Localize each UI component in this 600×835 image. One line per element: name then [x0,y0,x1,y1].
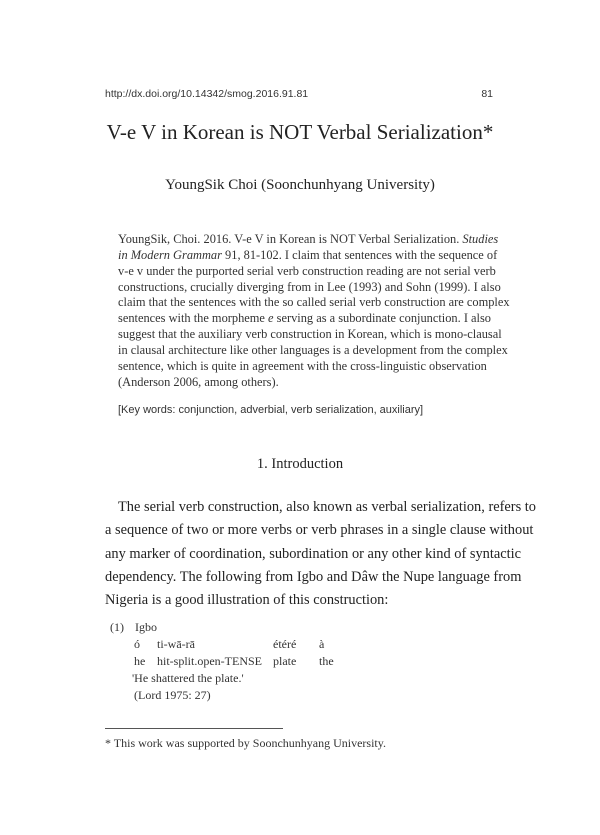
body-line: dependency. The following from Igbo and Dâw the Nupe language from [105,568,522,585]
body-line: any marker of coordination, subordination or any other kind of syntactic [105,545,522,562]
body-line: a sequence of two or more verbs or verb phrases in a single clause without [105,522,534,539]
body-line: The serial verb construction, also known as verbal serialization, refers to [118,499,536,515]
example-language: Igbo [135,620,157,634]
abstract-line: suggest that the auxiliary verb construction in Korean, which is mono-clausal [118,327,502,342]
abstract-line: claim that the sentences with the so called serial verb construction are complex [118,295,510,310]
section-heading: 1. Introduction [256,456,344,472]
abstract-line: constructions, crucially diverging from in Lee (1993) and Sohn (1999). I also [118,279,501,294]
gloss-word: hit-split.open-TENSE [157,654,262,668]
abstract-line: YoungSik, Choi. 2016. V-e V in Korean is NOT Verbal Serialization. Studies [118,232,499,246]
abstract-line: in clausal architecture like other languages is a development from the complex [118,342,508,357]
footnote: * This work was supported by Soonchunhyang University. [105,736,386,750]
abstract [118,232,510,390]
gloss-word: à [319,637,325,651]
doi-link[interactable]: http://dx.doi.org/10.14342/smog.2016.91.81 [105,88,309,100]
gloss-word: plate [273,654,297,668]
gloss-word: he [134,654,146,668]
gloss-word: ó [134,637,140,651]
section-body [105,496,536,612]
abstract-line: (Anderson 2006, among others). [118,374,279,389]
gloss-word: the [319,654,334,668]
abstract-line: sentence, which is quite in agreement with the cross-linguistic observation [118,358,487,373]
abstract-line: sentences with the morpheme e serving as a subordinate conjunction. I also [118,311,492,326]
abstract-line: v-e v under the purported serial verb construction reading are not serial verb [118,263,496,278]
body-line: Nigeria is a good illustration of this construction: [105,592,389,609]
example-translation: 'He shattered the plate.' [132,671,244,685]
page-number: 81 [481,88,493,100]
keywords: [Key words: conjunction, adverbial, verb serialization, auxiliary] [118,404,424,416]
example-citation: (Lord 1975: 27) [134,688,211,702]
abstract-line: in Modern Grammar 91, 81-102. I claim that sentences with the sequence of [118,247,498,262]
example-label: (1) [110,620,124,634]
paper-title: V-e V in Korean is NOT Verbal Serialization* [106,120,494,144]
gloss-word: ti-wā-rā [157,637,195,651]
gloss-word: étéré [273,637,297,651]
footnote-divider [105,728,283,729]
author-line: YoungSik Choi (Soonchunhyang University) [165,177,435,193]
